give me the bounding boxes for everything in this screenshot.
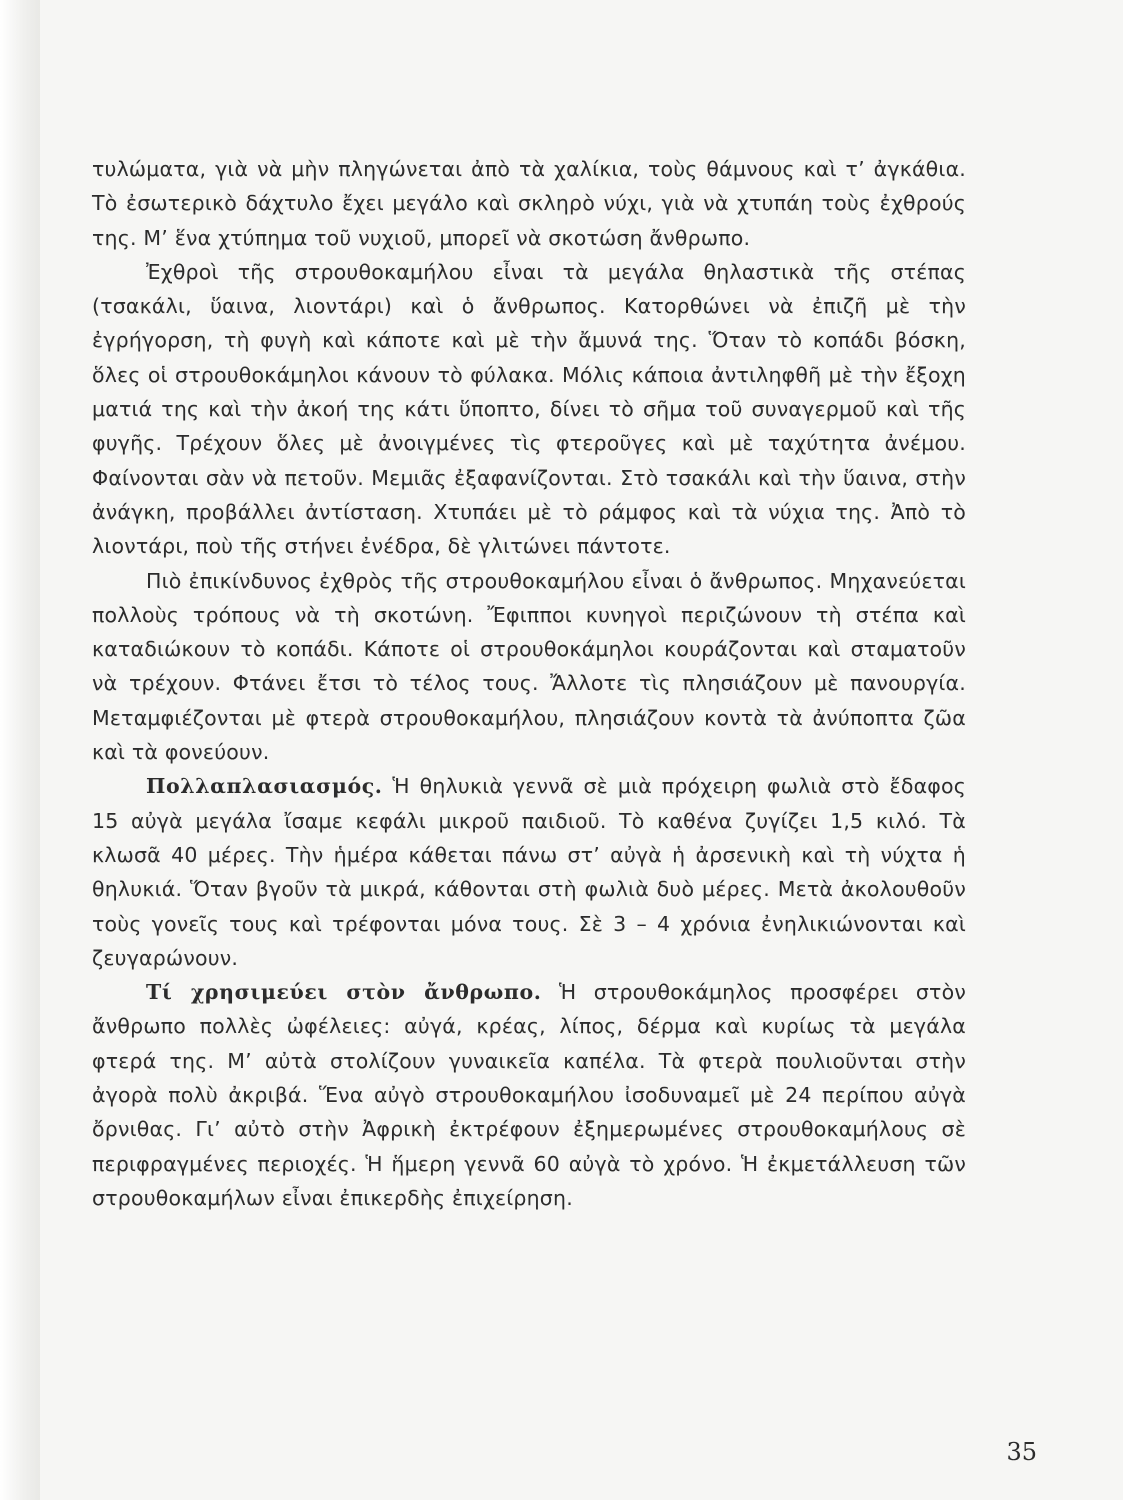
page-binding-edge — [0, 0, 40, 1500]
paragraph-human-enemy: Πιὸ ἐπικίνδυνος ἐχθρὸς τῆς στρουθοκαμήλου εἶναι ὁ ἄνθρωπος. Μηχανεύεται πολλοὺς τρόπους νὰ τὴ σκοτώνη. Ἔφιπποι κυνηγοὶ περιζώνουν τὴ στέπα καὶ καταδιώκουν τὸ κοπάδι. Κάποτε οἱ στρουθοκάμηλοι κουράζονται καὶ σταματοῦν νὰ τρέχουν. Φτάνει ἔτσι τὸ τέλος τους. Ἄλλοτε τὶς πλησιάζουν μὲ πανουργία. Μεταμφιέζονται μὲ φτερὰ στρουθοκαμήλου, πλησιάζουν κοντὰ τὰ ἀνύποπτα ζῶα καὶ τὰ φονεύουν. — [92, 568, 966, 765]
paragraph-usefulness-text: Ἡ στρουθοκάμηλος προσφέρει στὸν ἄνθρωπο πολλὲς ὠφέλειες: αὐγά, κρέας, λίπος, δέρμα καὶ κυρίως τὰ μεγάλα φτερά της. Μ’ αὐτὰ στολίζουν γυναικεῖα καπέλα. Τὰ φτερὰ πουλιοῦνται στὴν ἀγορὰ πολὺ ἀκριβά. Ἕνα αὐγὸ στρουθοκαμήλου ἰσοδυναμεῖ μὲ 24 περίπου αὐγὰ ὄρνιθας. Γι’ αὐτὸ στὴν Ἀφρικὴ ἐκτρέφουν ἐξημερωμένες στρουθοκαμήλους σὲ περιφραγμένες περιοχές. Ἡ ἥμερη γεννᾶ 60 αὐγὰ τὸ χρόνο. Ἡ ἐκμετάλλευση τῶν στρουθοκαμήλων εἶναι ἐπικερδὴς ἐπιχείρηση. — [92, 980, 966, 1210]
section-heading-reproduction: Πολλαπλασιασμός. — [146, 774, 383, 799]
paragraph-usefulness — [92, 975, 966, 1215]
paragraph-continuation: τυλώματα, γιὰ νὰ μὴν πληγώνεται ἀπὸ τὰ χαλίκια, τοὺς θάμνους καὶ τ’ ἀγκάθια. Τὸ ἐσωτερικὸ δάχτυλο ἔχει μεγάλο καὶ σκληρὸ νύχι, γιὰ νὰ χτυπάη τοὺς ἐχθρούς της. Μ’ ἕνα χτύπημα τοῦ νυχιοῦ, μπορεῖ νὰ σκοτώση ἄνθρωπο. — [92, 157, 966, 250]
paragraph-reproduction-text: Ἡ θηλυκιὰ γεννᾶ σὲ μιὰ πρόχειρη φωλιὰ στὸ ἔδαφος 15 αὐγὰ μεγάλα ἴσαμε κεφάλι μικροῦ παιδιοῦ. Τὸ καθένα ζυγίζει 1,5 κιλό. Τὰ κλωσᾶ 40 μέρες. Τὴν ἡμέρα κάθεται πάνω στ’ αὐγὰ ἡ ἀρσενικὴ καὶ τὴ νύχτα ἡ θηλυκιά. Ὅταν βγοῦν τὰ μικρά, κάθονται στὴ φωλιὰ δυὸ μέρες. Μετὰ ἀκολουθοῦν τοὺς γονεῖς τους καὶ τρέφονται μόνα τους. Σὲ 3 – 4 χρόνια ἐνηλικιώνονται καὶ ζευγαρώνουν. — [92, 774, 966, 970]
section-heading-usefulness: Τί χρησιμεύει στὸν ἄνθρωπο. — [146, 980, 542, 1005]
paragraph-enemies: Ἐχθροὶ τῆς στρουθοκαμήλου εἶναι τὰ μεγάλα θηλαστικὰ τῆς στέπας (τσακάλι, ὕαινα, λιοντάρι) καὶ ὁ ἄνθρωπος. Κατορθώνει νὰ ἐπιζῆ μὲ τὴν ἐγρήγορση, τὴ φυγὴ καὶ κάποτε καὶ μὲ τὴν ἄμυνά της. Ὅταν τὸ κοπάδι βόσκη, ὅλες οἱ στρουθοκάμηλοι κάνουν τὸ φύλακα. Μόλις κάποια ἀντιληφθῆ μὲ τὴν ἔξοχη ματιά της καὶ τὴν ἀκοή της κάτι ὕποπτο, δίνει τὸ σῆμα τοῦ συναγερμοῦ καὶ τῆς φυγῆς. Τρέχουν ὅλες μὲ ἀνοιγμένες τὶς φτεροῦγες καὶ μὲ ταχύτητα ἀνέμου. Φαίνονται σὰν νὰ πετοῦν. Μεμιᾶς ἐξαφανίζονται. Στὸ τσακάλι καὶ τὴν ὕαινα, στὴν ἀνάγκη, προβάλλει ἀντίσταση. Χτυπάει μὲ τὸ ράμφος καὶ τὰ νύχια της. Ἀπὸ τὸ λιοντάρι, ποὺ τῆς στήνει ἐνέδρα, δὲ γλιτώνει πάντοτε. — [92, 259, 966, 559]
paragraph-reproduction — [92, 769, 966, 975]
page-number: 35 — [1006, 1438, 1037, 1466]
body-text — [92, 152, 966, 1215]
